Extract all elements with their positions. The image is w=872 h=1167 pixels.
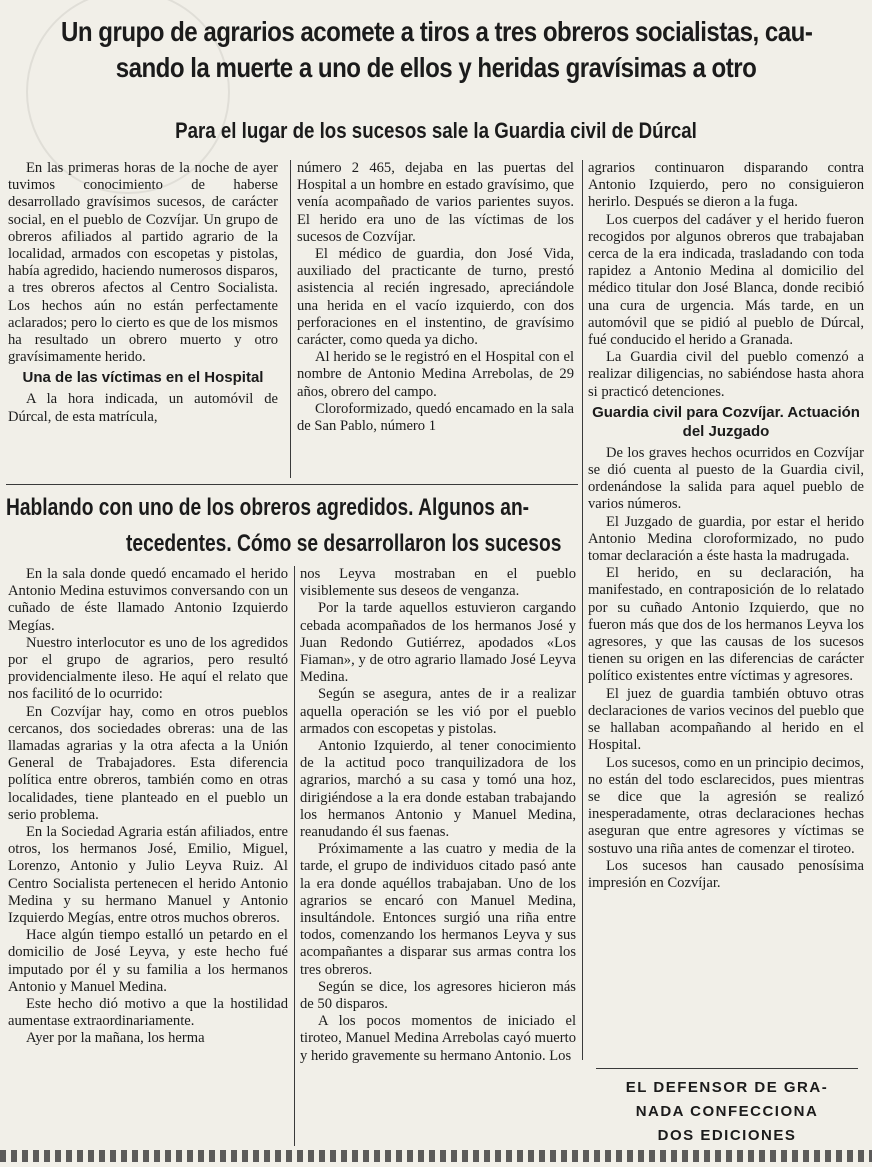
- paragraph: número 2 465, dejaba en las puertas del Hospital a un hombre en estado gravísimo, que venía acompañado de varios parientes suyos. El herido era uno de las víctimas de los sucesos de Cozvíjar.: [297, 160, 574, 245]
- paragraph: El juez de guardia también obtuvo otras declaraciones de varios vecinos del pueblo que se hallaban acompañando al herido en el Hospital.: [588, 685, 864, 754]
- section-rule: [6, 484, 578, 485]
- main-headline: [61, 14, 811, 86]
- section-headline-line-1: Hablando con uno de los obreros agredidos. Algunos an-: [6, 494, 530, 521]
- paragraph: En las primeras horas de la noche de ayer tuvimos conocimiento de haberse desarrollado gravísimos sucesos, de carácter social, en el pueblo de Cozvíjar. Un grupo de obreros afiliados al partido agrario de la localidad, armados con escopetas y pistolas, había agredido, haciendo numerosos disparos, a tres obreros afectos al Centro Socialista. Los hechos aún no están perfectamente aclarados; pero lo cierto es que de los mismos ha resultado un obrero muerto y otro gravísimamente herido.: [8, 160, 278, 366]
- decorative-border: [0, 1150, 872, 1162]
- edition-notice-line-2: NADA CONFECCIONA: [635, 1103, 819, 1120]
- paragraph: Los cuerpos del cadáver y el herido fueron recogidos por algunos obreros que trabajaban cerca de la era indicada, trasladando con toda rapidez a Antonio Medina al domicilio del médico titular don José Blanca, donde recibió una cura de urgencia. Más tarde, en un automóvil que se pidió al pueblo de Dúrcal, fué conducido el herido a Granada.: [588, 211, 864, 349]
- bottom-column-1: [8, 566, 288, 1146]
- top-column-3: [588, 160, 864, 1060]
- headline-line-1: Un grupo de agrarios acomete a tiros a tres obreros socialistas, cau-: [61, 16, 813, 47]
- section-subhead: Guardia civil para Cozvíjar. Actuación del Juzgado: [592, 403, 860, 440]
- paragraph: Antonio Izquierdo, al tener conocimiento de la actitud poco tranquilizadora de los agrarios, marchó a su casa y tomó una hoz, dirigiéndose a la era donde estaban trabajando los hermanos Antonio y Manuel Medina, reanudando él sus faenas.: [300, 738, 576, 841]
- paragraph: De los graves hechos ocurridos en Cozvíjar se dió cuenta al puesto de la Guardia civil, ordenándose la salida para aquel pueblo de varios números.: [588, 444, 864, 513]
- paragraph: Cloroformizado, quedó encamado en la sala de San Pablo, número 1: [297, 400, 574, 435]
- paragraph: Por la tarde aquellos estuvieron cargando cebada acompañados de los hermanos José y Juan Redondo Gutiérrez, apodados «Los Fiaman», y de otro agrario llamado José Leyva Medina.: [300, 600, 576, 686]
- top-column-1: [8, 160, 278, 478]
- paragraph: agrarios continuaron disparando contra Antonio Izquierdo, pero no consiguieron herirlo. Después se dieron a la fuga.: [588, 160, 864, 211]
- paragraph: En Cozvíjar hay, como en otros pueblos cercanos, dos sociedades obreras: una de las llamadas agrarias y la otra afecta a la Unión General de Trabajadores. Esta diferencia política entre obreros, también como en otras localidades, tiene planteado en el pueblo un serio problema.: [8, 703, 288, 823]
- paragraph: El herido, en su declaración, ha manifestado, en contraposición de lo relatado por su cuñado Antonio Izquierdo, que no fueron más que dos de los hermanos Leyva los agresores, y que las causas de los sucesos tienen su origen en las diferencias de carácter político existentes entre víctimas y agresores.: [588, 565, 864, 685]
- paragraph: La Guardia civil del pueblo comenzó a realizar diligencias, no sabiéndose hasta ahora si practicó detenciones.: [588, 349, 864, 400]
- box-rule: [596, 1068, 858, 1069]
- column-divider: [294, 566, 295, 1146]
- paragraph: El médico de guardia, don José Vida, auxiliado del practicante de turno, prestó asistencia al recién ingresado, apreciándole una herida en el vacío izquierdo, con dos perforaciones en el instentino, de gravísimo carácter, como queda ya dicho.: [297, 246, 574, 349]
- paragraph: Los sucesos han causado penosísima impresión en Cozvíjar.: [588, 857, 864, 891]
- edition-notice-line-1: EL DEFENSOR DE GRA-: [625, 1079, 829, 1096]
- paragraph: El Juzgado de guardia, por estar el herido Antonio Medina cloroformizado, no pudo tomar declaración a éste hasta la madrugada.: [588, 513, 864, 565]
- paragraph: Según se asegura, antes de ir a realizar aquella operación se les vió por el pueblo armados con escopetas y pistolas.: [300, 686, 576, 737]
- column-divider: [290, 160, 291, 478]
- paragraph: Al herido se le registró en el Hospital con el nombre de Antonio Medina Arrebolas, de 29 años, obrero del campo.: [297, 349, 574, 400]
- section-subhead: Una de las víctimas en el Hospital: [22, 369, 264, 387]
- top-column-2: [297, 160, 574, 478]
- edition-notice-line-3: DOS EDICIONES: [657, 1127, 797, 1144]
- paragraph: En la Sociedad Agraria están afiliados, entre otros, los hermanos José, Emilio, Miguel, Lorenzo, Antonio y Julio Leyva Ruiz. Al Centro Socialista pertenecen el herido Antonio Medina y su hermano Manuel y Antonio Izquierdo Megías, entre otros muchos obreros.: [8, 824, 288, 927]
- paragraph: Este hecho dió motivo a que la hostilidad aumentase extraordinariamente.: [8, 996, 288, 1030]
- column-divider: [582, 160, 583, 1060]
- subheadline: Para el lugar de los sucesos sale la Guardia civil de Dúrcal: [175, 118, 697, 143]
- paragraph: A los pocos momentos de iniciado el tiroteo, Manuel Medina Arrebolas cayó muerto y herido gravemente su hermano Antonio. Los: [300, 1013, 576, 1064]
- paragraph: Nuestro interlocutor es uno de los agredidos por el grupo de agrarios, pero resultó providencialmente ileso. He aquí el relato que nos facilitó de lo ocurrido:: [8, 634, 288, 703]
- paragraph: Próximamente a las cuatro y media de la tarde, el grupo de individuos citado pasó ante la era donde aquéllos trabajaban. Uno de los agrarios se encaró con Manuel Medina, insultándole. Entonces surgió una riña entre todos, comenzando los hermanos Leyva y sus acompañantes a disparar sus armas contra los tres obreros.: [300, 841, 576, 978]
- bottom-column-2: [300, 566, 576, 1146]
- paragraph: Ayer por la mañana, los herma: [26, 1030, 205, 1047]
- paragraph: A la hora indicada, un automóvil de Dúrcal, de esta matrícula,: [8, 391, 278, 425]
- paragraph: Los sucesos, como en un principio decimos, no están del todo esclarecidos, pues mientras se dice que la agresión se realizó inesperadamente, otras declaraciones hechas aseguran que entre agresores y víctimas se sostuvo una riña antes de comenzar el tiroteo.: [588, 754, 864, 857]
- paragraph: En la sala donde quedó encamado el herido Antonio Medina estuvimos conversando con un cuñado de éste llamado Antonio Izquierdo Megías.: [8, 566, 288, 634]
- paragraph: Hace algún tiempo estalló un petardo en el domicilio de José Leyva, y este hecho fué imputado por él y su familia a los hermanos Antonio y Manuel Medina.: [8, 927, 288, 995]
- paragraph: nos Leyva mostraban en el pueblo visiblemente sus deseos de venganza.: [300, 566, 576, 600]
- section-headline-line-2: tecedentes. Cómo se desarrollaron los sucesos: [126, 530, 562, 557]
- edition-notice: [596, 1076, 858, 1148]
- paragraph: Según se dice, los agresores hicieron más de 50 disparos.: [300, 978, 576, 1013]
- section-headline: [6, 490, 562, 562]
- headline-line-2: sando la muerte a uno de ellos y heridas gravísimas a otro: [115, 52, 757, 83]
